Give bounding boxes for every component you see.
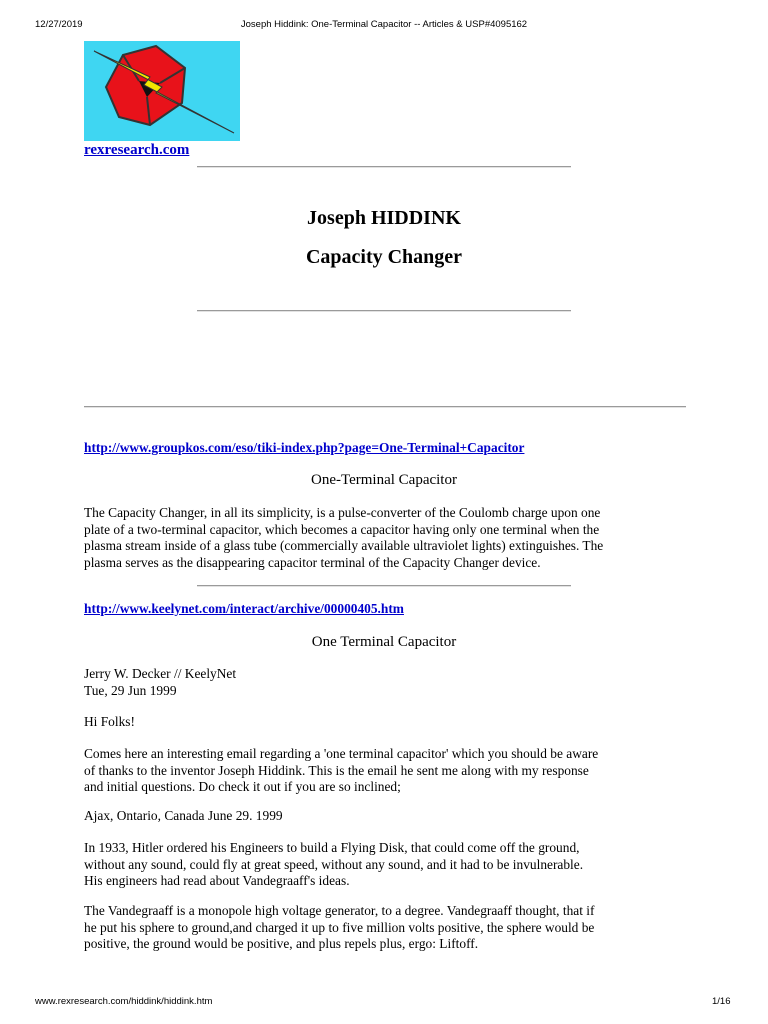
paragraph: [84, 840, 694, 890]
byline: [84, 666, 694, 699]
page-number: 1/16: [712, 996, 731, 1007]
greeting: Hi Folks!: [84, 714, 135, 729]
text-line: In 1933, Hitler ordered his Engineers to build a Flying Disk, that could come off the ground,: [84, 840, 580, 855]
divider-wide: [84, 406, 686, 408]
text-line: of thanks to the inventor Joseph Hiddink. This is the email he sent me along with my response: [84, 762, 589, 778]
paragraph: [84, 505, 694, 571]
author-line: Jerry W. Decker // KeelyNet: [84, 666, 237, 681]
keelynet-source-link[interactable]: http://www.keelynet.com/interact/archive/00000405.htm: [84, 601, 404, 616]
divider: [197, 166, 571, 168]
text-line: without any sound, could fly at great speed, without any sound, and it had to be invulnerable.: [84, 856, 584, 872]
print-date: 12/27/2019: [35, 19, 83, 30]
divider: [197, 585, 571, 587]
site-home-link[interactable]: rexresearch.com: [84, 142, 190, 158]
location-date: Ajax, Ontario, Canada June 29. 1999: [84, 808, 283, 823]
rexresearch-logo[interactable]: [84, 41, 240, 141]
text-line: and initial questions. Do check it out if you are so inclined;: [84, 779, 401, 794]
section-heading: One Terminal Capacitor: [311, 634, 457, 650]
page-subtitle: Capacity Changer: [305, 246, 463, 268]
page-title: Joseph HIDDINK: [307, 207, 461, 229]
text-line: plasma stream inside of a glass tube (commercially available ultraviolet lights) extinguishes. The: [84, 538, 604, 553]
text-line: His engineers had read about Vandegraaff's ideas.: [84, 873, 350, 888]
print-url: www.rexresearch.com/hiddink/hiddink.htm: [35, 996, 213, 1007]
text-line: he put his sphere to ground,and charged it up to five million volts positive, the sphere would be: [84, 919, 595, 935]
text-line: Comes here an interesting email regarding a 'one terminal capacitor' which you should be aware: [84, 746, 599, 761]
logo-graphic: [84, 41, 240, 141]
divider: [197, 310, 571, 312]
date-line: Tue, 29 Jun 1999: [84, 682, 177, 698]
section-heading: One-Terminal Capacitor: [311, 472, 457, 488]
paragraph: [84, 746, 694, 796]
paragraph: [84, 903, 694, 953]
text-line: The Vandegraaff is a monopole high voltage generator, to a degree. Vandegraaff thought, that if: [84, 903, 595, 918]
text-line: plate of a two-terminal capacitor, which becomes a capacitor having only one terminal when the: [84, 521, 600, 537]
text-line: plasma serves as the disappearing capacitor terminal of the Capacity Changer device.: [84, 554, 541, 570]
text-line: positive, the ground would be positive, and plus repels plus, ergo: Liftoff.: [84, 936, 479, 951]
text-line: The Capacity Changer, in all its simplicity, is a pulse-converter of the Coulomb charge upon one: [84, 505, 601, 520]
groupkos-source-link[interactable]: http://www.groupkos.com/eso/tiki-index.php?page=One-Terminal+Capacitor: [84, 440, 525, 455]
print-page-title: Joseph Hiddink: One-Terminal Capacitor -- Articles & USP#4095162: [240, 19, 528, 30]
